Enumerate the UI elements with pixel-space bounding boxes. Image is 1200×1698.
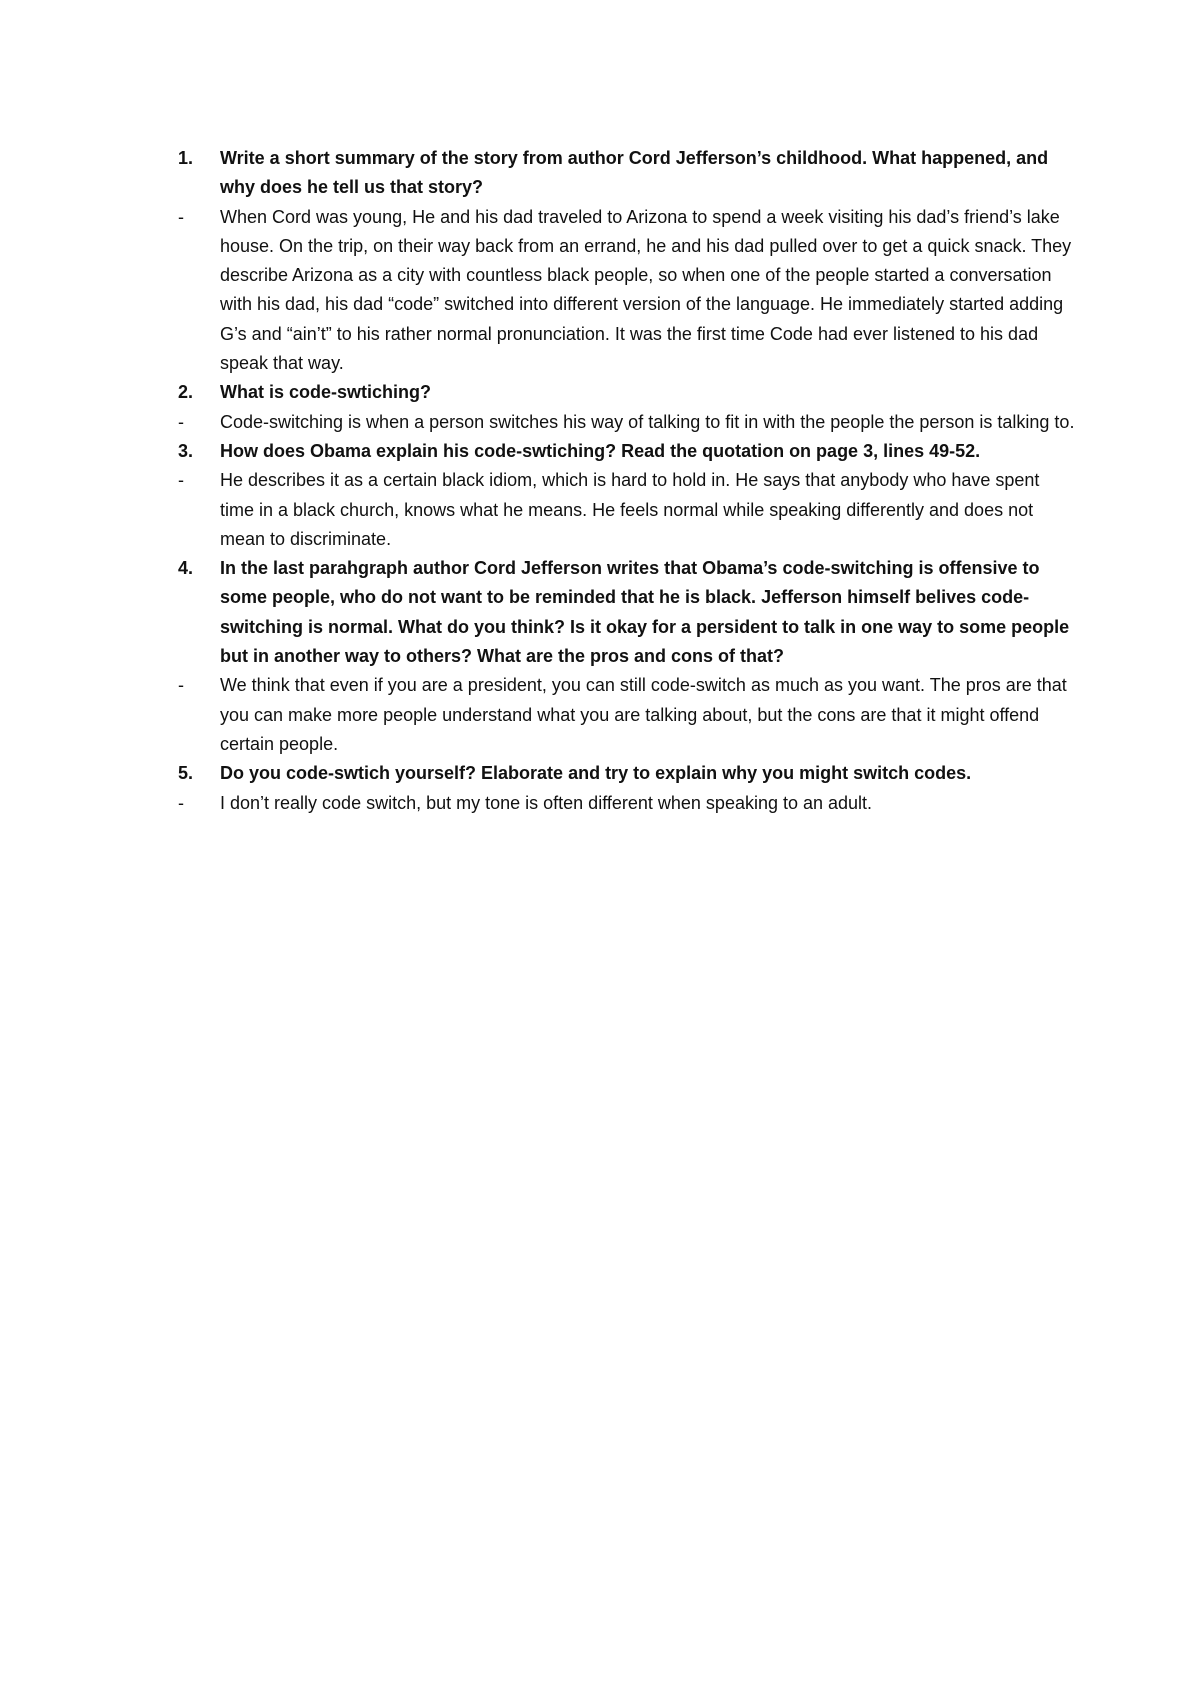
- answer-text: He describes it as a certain black idiom, which is hard to hold in. He says that anybody who have spent time in a black church, knows what he means. He feels normal while speaking differently and does not mean to discriminate.: [220, 470, 1040, 549]
- answer-bullet: -: [178, 206, 184, 227]
- answer-bullet: -: [178, 792, 184, 813]
- question-number: 3.: [178, 440, 194, 461]
- question-number: 4.: [178, 558, 194, 579]
- question-5: [178, 759, 1078, 788]
- answer-2: [178, 408, 1078, 437]
- question-number: 5.: [178, 763, 194, 784]
- question-3: [178, 437, 1078, 466]
- question-text: Do you code-swtich yourself? Elaborate and try to explain why you might switch codes.: [220, 763, 972, 784]
- question-text: How does Obama explain his code-swtiching? Read the quotation on page 3, lines 49-52.: [220, 440, 981, 461]
- answer-4: [178, 671, 1078, 759]
- answer-text: I don’t really code switch, but my tone is often different when speaking to an adult.: [220, 792, 873, 813]
- answer-text: When Cord was young, He and his dad traveled to Arizona to spend a week visiting his dad’s friend’s lake house. On the trip, on their way back from an errand, he and his dad pulled over to get a quick snack. They describe Arizona as a city with countless black people, so when one of the people started a conversation with his dad, his dad “code” switched into different version of the language. He immediately started adding G’s and “ain’t” to his rather normal pronunciation. It was the first time Code had ever listened to his dad speak that way.: [220, 206, 1072, 374]
- question-list: [178, 144, 1078, 818]
- question-4: [178, 554, 1078, 671]
- answer-bullet: -: [178, 470, 184, 491]
- question-text: Write a short summary of the story from author Cord Jefferson’s childhood. What happened, and why does he tell us that story?: [220, 148, 1049, 198]
- answer-text: We think that even if you are a president, you can still code-switch as much as you want. The pros are that you can make more people understand what you are talking about, but the cons are that it might offend certain people.: [220, 675, 1067, 754]
- question-1: [178, 144, 1078, 203]
- answer-bullet: -: [178, 411, 184, 432]
- answer-1: [178, 203, 1078, 379]
- answer-text: Code-switching is when a person switches his way of talking to fit in with the people the person is talking to.: [220, 411, 1075, 432]
- answer-bullet: -: [178, 675, 184, 696]
- answer-5: [178, 789, 1078, 818]
- question-number: 1.: [178, 148, 194, 168]
- question-text: In the last parahgraph author Cord Jefferson writes that Obama’s code-switching is offensive to some people, who do not want to be reminded that he is black. Jefferson himself belives code-switching is normal. What do you think? Is it okay for a persident to talk in one way to some people but in another way to others? What are the pros and cons of that?: [220, 558, 1070, 667]
- question-text: What is code-swtiching?: [220, 382, 432, 403]
- answer-3: [178, 466, 1078, 554]
- question-2: [178, 378, 1078, 407]
- question-number: 2.: [178, 382, 194, 403]
